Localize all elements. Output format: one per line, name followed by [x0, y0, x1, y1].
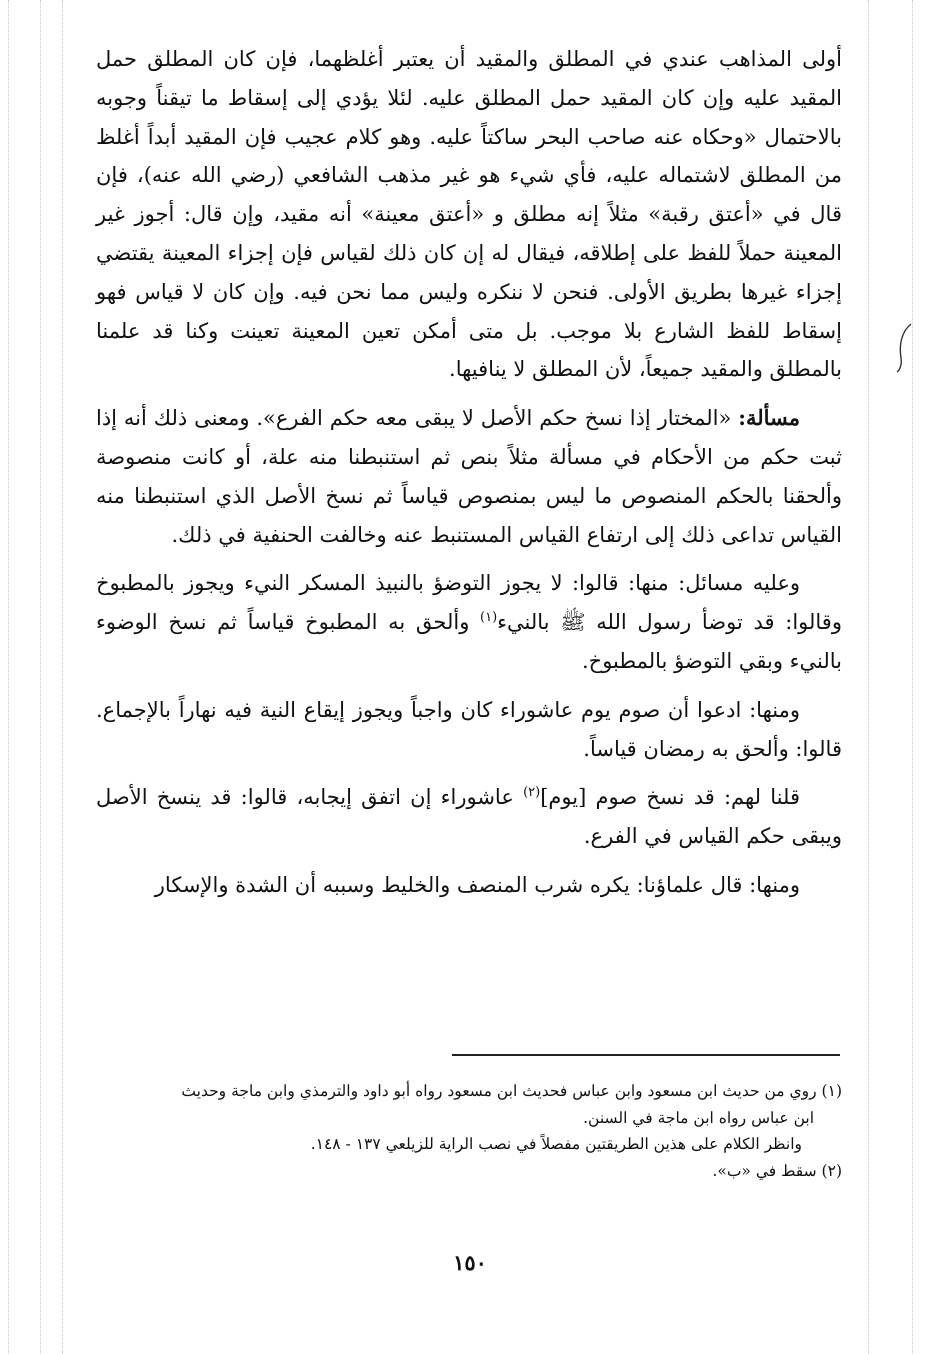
footnote-ref-1[interactable]: (١) — [480, 610, 498, 626]
scan-guide-line — [8, 0, 9, 1354]
nabidh-text-b: وألحق به المطبوخ قياساً ثم نسخ الوضوء بالنيء وبقي التوضؤ بالمطبوخ. — [96, 610, 842, 673]
footnote-1: (١) روي من حديث ابن مسعود وابن عباس فحديث ابن مسعود رواه أبو داود والترمذي وابن ماجة وحديث — [181, 1082, 842, 1100]
qulna-text-a: قلنا لهم: قد نسخ صوم [يوم] — [540, 785, 800, 810]
footnote-2: (٢) سقط في «ب». — [712, 1161, 842, 1180]
margin-pen-mark — [895, 322, 915, 374]
scan-guide-line — [40, 0, 41, 1354]
footnote-separator — [452, 1054, 840, 1056]
scan-guide-line — [912, 0, 913, 1354]
paragraph-ashura: ومنها: ادعوا أن صوم يوم عاشوراء كان واجباً ويجوز إيقاع النية فيه نهاراً بالإجماع. قالوا: وألحق به رمضان قياساً. — [96, 697, 842, 761]
scan-guide-line — [868, 0, 869, 1354]
footnote-1-note: وانظر الكلام على هذين الطريقتين مفصلاً في نصب الراية للزيلعي ١٣٧ - ١٤٨. — [310, 1135, 802, 1153]
qulna-text-b: عاشوراء إن اتفق إيجابه، قالوا: قد ينسخ الأصل ويبقى حكم القياس في الفرع. — [96, 785, 842, 849]
page-number: ١٥٠ — [453, 1250, 487, 1275]
paragraph-masail-nabidh — [96, 564, 842, 680]
paragraph-masala-naskh — [96, 399, 842, 554]
paragraph-qulna-lahum — [96, 778, 842, 856]
scan-guide-line — [62, 0, 63, 1354]
nabidh-text-a: وعليه مسائل: منها: قالوا: لا يجوز التوضؤ بالنبيذ المسكر النيء ويجوز بالمطبوخ وقالوا: قد توضأ رسول الله ﷺ بالنيء — [96, 571, 842, 635]
main-text — [96, 40, 842, 915]
masala-text: «المختار إذا نسخ حكم الأصل لا يبقى معه حكم الفرع». ومعنى ذلك أنه إذا ثبت حكم من الأحكام في مسألة مثلاً بنص ثم استنبطنا منه علة، أو كانت منصوصة وألحقنا بالحكم المنصوص ما ليس بمنصوص قياساً ثم نسخ الأصل الذي استنبطنا منه القياس تداعى ذلك إلى ارتفاع القياس المستنبط عنه وخالفت الحنفية في ذلك. — [96, 406, 842, 547]
footnote-1-continuation: ابن عباس رواه ابن ماجة في السنن. — [583, 1108, 814, 1127]
paragraph-munassaf: ومنها: قال علماؤنا: يكره شرب المنصف والخليط وسببه أن الشدة والإسكار — [154, 872, 800, 897]
footnotes-block — [96, 1078, 842, 1184]
footnote-ref-2[interactable]: (٢) — [523, 785, 541, 801]
paragraph-mutlaq-muqayyad: أولى المذاهب عندي في المطلق والمقيد أن يعتبر أغلظهما، فإن كان المطلق حمل المقيد عليه وإن كان المقيد حمل المطلق عليه. لئلا يؤدي إلى إسقاط ما تيقناً وجوبه بالاحتمال «وحكاه عنه صاحب البحر ساكتاً عليه. وهو كلام عجيب فإن المقيد أبداً أغلظ من المطلق لاشتماله عليه، فأي شيء هو غير مذهب الشافعي (رضي الله عنه)، فإن قال في «أعتق رقبة» مثلاً إنه مطلق و «أعتق معينة» أنه مقيد، وإن قال: أجوز غير المعينة حملاً للفظ على إطلاقه، فيقال له إن كان ذلك لقياس فإن إجزاء المعينة يقتضي إجزاء غيرها بطريق الأولى. فنحن لا ننكره وليس مما نحن فيه. وإن كان لا قياس فهو إسقاط للفظ الشارع بلا موجب. بل متى أمكن تعين المعينة تعينت وكنا قد علمنا بالمطلق والمقيد جميعاً، لأن المطلق لا ينافيها. — [96, 47, 842, 382]
masala-heading: مسألة: — [738, 405, 800, 431]
